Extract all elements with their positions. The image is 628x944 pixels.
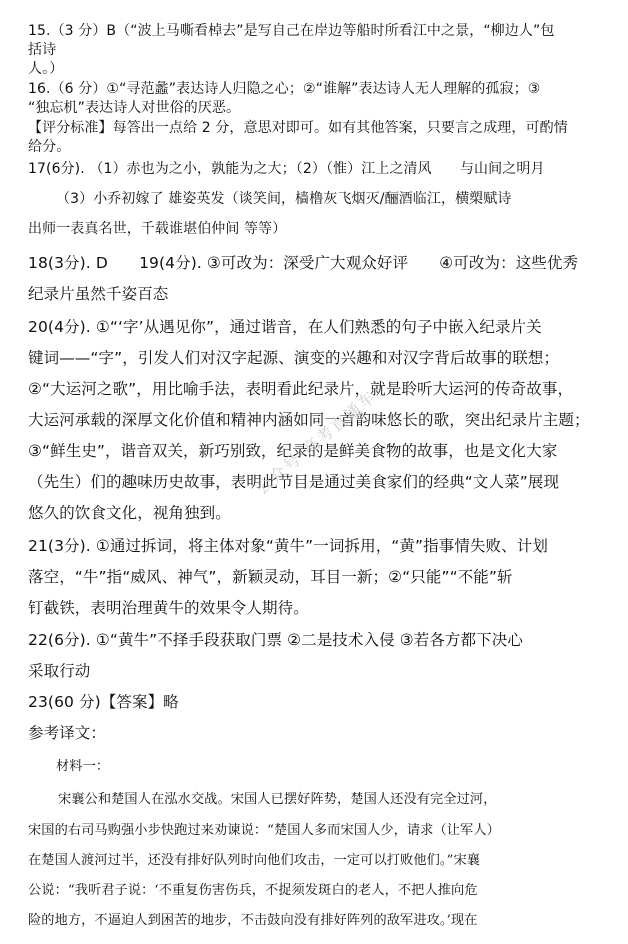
answer-17-line-2: （3）小乔初嫁了 雄姿英发（谈笑间，樯橹灰飞烟灭/酾酒临江，横槊赋诗 <box>56 191 512 207</box>
answer-17-line-1: 17(6分). （1）赤也为之小，孰能为之大；（2）（惟）江上之清风 与山间之明月 <box>28 161 545 177</box>
answer-21-line-3: 钉截铁，表明治理黄牛的效果令人期待。 <box>28 599 309 617</box>
material-one-heading: 材料一： <box>56 759 110 774</box>
translation-line-1: 宋襄公和楚国人在泓水交战。宋国人已摆好阵势，楚国人还没有完全过河， <box>58 792 497 807</box>
answer-20-line-2: 键词——“字”，引发人们对汉字起源、演变的兴趣和对汉字背后故事的联想； <box>28 349 560 367</box>
scoring-criteria-line-1: 【评分标准】每答出一点给 2 分，意思对即可。如有其他答案，只要言之成理，可酌情 <box>28 120 568 136</box>
translation-line-5: 险的地方，不逼迫人到困苦的地步，不击鼓向没有排好阵列的敌军进攻。’现在 <box>28 913 478 928</box>
answer-16-line-1: 16.（6 分）①“寻范蠡”表达诗人归隐之心；②“谁解”表达诗人无人理解的孤寂；③ <box>28 81 541 97</box>
answer-20-line-6: （先生）们的趣味历史故事，表明此节目是通过美食家们的经典“文人菜”展现 <box>28 473 560 491</box>
answer-22-line-1: 22(6分). ①“黄牛”不择手段获取门票 ②二是技术入侵 ③若各方都下决心 <box>28 631 523 649</box>
translation-line-3: 在楚国人渡河过半，还没有排好队列时向他们攻击，一定可以打败他们。”宋襄 <box>28 853 481 868</box>
answer-22-line-2: 采取行动 <box>28 662 91 680</box>
answer-23-line: 23(60 分)【答案】略 <box>28 693 179 711</box>
answer-20-line-3: ②“大运河之歌”，用比喻手法，表明看此纪录片，就是聆听大运河的传奇故事， <box>28 380 574 398</box>
answer-18-19-line-1: 18(3分). D 19(4分). ③可改为：深受广大观众好评 ④可改为：这些优秀 <box>28 254 579 272</box>
watermark: 公众号·高考直通车 <box>252 386 381 499</box>
answer-21-line-1: 21(3分). ①通过拆词，将主体对象“黄牛”一词拆用，“黄”指事情失败、计划 <box>28 537 548 555</box>
translation-line-4: 公说：“我听君子说：‘不重复伤害伤兵，不捉须发斑白的老人，不把人推向危 <box>28 883 478 898</box>
answer-16-line-2: “独忘机”表达诗人对世俗的厌恶。 <box>28 100 241 116</box>
answer-20-line-4: 大运河承载的深厚文化价值和精神内涵如同一首韵味悠长的歌，突出纪录片主题； <box>28 411 590 429</box>
answer-15-line-2: 括诗 <box>28 42 57 58</box>
answer-21-line-2: 落空，“牛”指“威风、神气”，新颖灵动，耳目一新；②“只能”“不能”斩 <box>28 568 513 586</box>
answer-20-line-5: ③“鲜生史”，谐音双关，新巧别致，纪录的是鲜美食物的故事，也是文化大家 <box>28 442 558 460</box>
answer-17-line-3: 出师一表真名世，千载谁堪伯仲间 等等） <box>28 221 287 237</box>
scoring-criteria-line-2: 给分。 <box>28 139 71 155</box>
translation-line-2: 宋国的右司马购强小步快跑过来劝谏说：“楚国人多而宋国人少，请求（让军人） <box>28 823 500 838</box>
answer-20-line-7: 悠久的饮食文化，视角独到。 <box>28 504 231 522</box>
answer-15-line-1: 15.（3 分）B（“波上马嘶看棹去”是写自己在岸边等船时所看江中之景，“柳边人”包 <box>28 23 555 39</box>
answer-20-line-1: 20(4分). ①“‘字’从遇见你”，通过谐音，在人们熟悉的句子中嵌入纪录片关 <box>28 318 542 336</box>
answer-15-line-3: 人。） <box>28 61 64 77</box>
translation-heading: 参考译文： <box>28 724 107 742</box>
answer-18-19-line-2: 纪录片虽然千姿百态 <box>28 285 169 303</box>
